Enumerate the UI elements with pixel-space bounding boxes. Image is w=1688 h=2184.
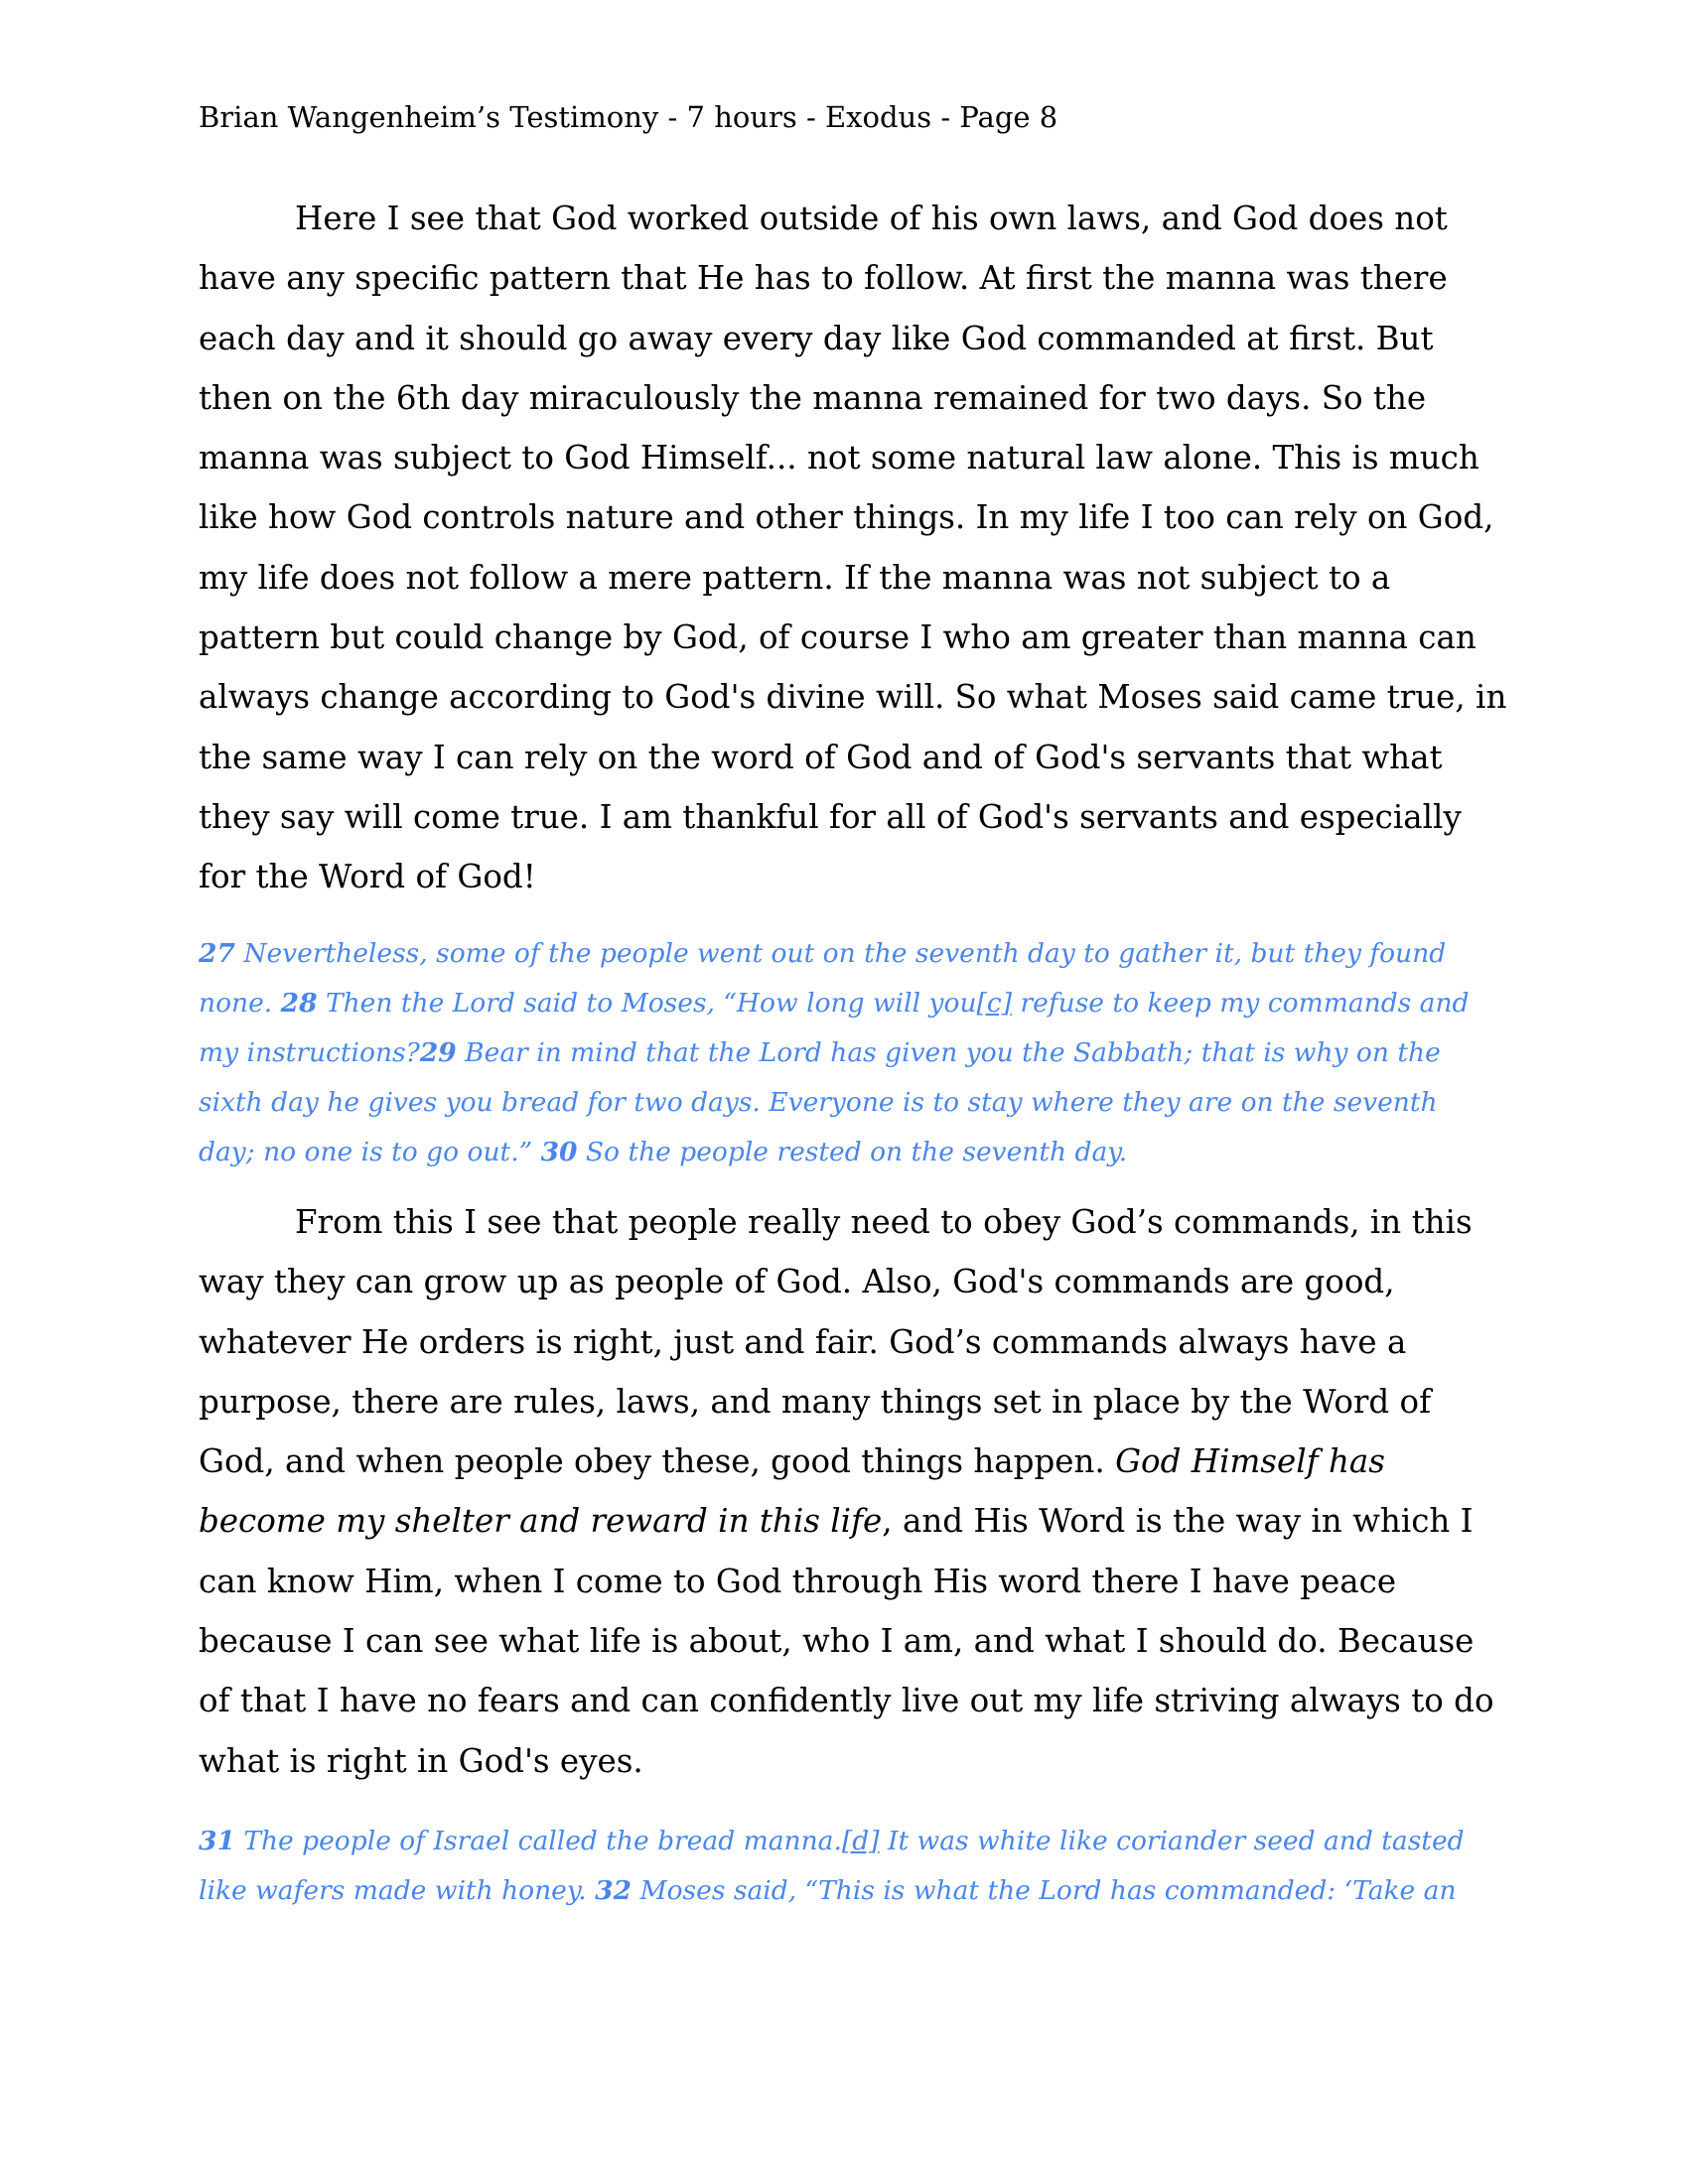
emphasis-text: become my shelter and reward in this life — [199, 1502, 883, 1541]
verse-text: my instructions? — [199, 1037, 420, 1068]
page-header: Brian Wangenheim’s Testimony - 7 hours - Exodus - Page 8 — [199, 100, 1058, 134]
paragraph-line: because I can see what life is about, who I am, and what I should do. Because — [199, 1622, 1475, 1661]
paragraph-line: the same way I can rely on the word of God and of God's servants that what — [199, 738, 1443, 776]
verse-line — [199, 1128, 1509, 1177]
paragraph-line: they say will come true. I am thankful for all of God's servants and especially — [199, 797, 1462, 836]
verse-text: Then the Lord said to Moses, “How long will you — [317, 988, 977, 1019]
footnote-link[interactable]: [c] — [976, 988, 1013, 1019]
verse-text: Moses said, “This is what the Lord has commanded: ‘Take an — [632, 1875, 1457, 1906]
verse-text: like wafers made with honey. — [199, 1875, 596, 1906]
paragraph-line: my life does not follow a mere pattern. If the manna was not subject to a — [199, 558, 1391, 597]
paragraph-line: can know Him, when I come to God through His word there I have peace — [199, 1562, 1397, 1600]
footnote-link[interactable]: [d] — [841, 1826, 880, 1856]
emphasis-text: God Himself has — [1115, 1442, 1385, 1481]
paragraph-text: God, and when people obey these, good things happen. — [199, 1442, 1116, 1481]
verse-line — [199, 1028, 1509, 1078]
verse-line — [199, 1866, 1509, 1916]
paragraph-line: each day and it should go away every day like God commanded at first. But — [199, 319, 1434, 357]
verse-line — [199, 1817, 1509, 1866]
paragraph-line: always change according to God's divine will. So what Moses said came true, in — [199, 678, 1507, 717]
verse-number: 27 — [199, 938, 235, 969]
paragraph-line: of that I have no fears and can confidently live out my life striving always to do — [199, 1682, 1494, 1720]
verse-text: day; no one is to go out.” — [199, 1137, 541, 1167]
verse-line — [199, 979, 1509, 1028]
verse-text: It was white like coriander seed and tasted — [879, 1826, 1465, 1856]
paragraph-line: like how God controls nature and other things. In my life I too can rely on God, — [199, 498, 1494, 537]
paragraph-line: purpose, there are rules, laws, and many things set in place by the Word of — [199, 1382, 1432, 1421]
paragraph-line: whatever He orders is right, just and fair. God’s commands always have a — [199, 1322, 1407, 1361]
verse-text: Nevertheless, some of the people went out on the seventh day to gather it, but they found — [234, 938, 1447, 969]
verse-number: 28 — [280, 988, 318, 1019]
verse-text: refuse to keep my commands and — [1012, 988, 1470, 1019]
verse-number: 30 — [540, 1137, 578, 1167]
verse-number: 32 — [595, 1875, 633, 1906]
verse-text: The people of Israel called the bread manna. — [234, 1826, 842, 1856]
verse-line — [199, 929, 1509, 979]
testimony-paragraph-2 — [199, 1192, 1509, 1791]
paragraph-line: what is right in God's eyes. — [199, 1741, 643, 1780]
verse-number: 29 — [419, 1037, 457, 1068]
paragraph-line: pattern but could change by God, of course I who am greater than manna can — [199, 618, 1477, 657]
paragraph-line: manna was subject to God Himself... not some natural law alone. This is much — [199, 439, 1479, 478]
verse-text: So the people rested on the seventh day. — [577, 1137, 1128, 1167]
paragraph-line: then on the 6th day miraculously the manna remained for two days. So the — [199, 378, 1427, 417]
verse-text: none. — [199, 988, 281, 1019]
paragraph-line: way they can grow up as people of God. Also, God's commands are good, — [199, 1263, 1395, 1301]
paragraph-line: have any specific pattern that He has to follow. At first the manna was there — [199, 259, 1448, 298]
scripture-quote-2 — [199, 1817, 1509, 1916]
paragraph-line: Here I see that God worked outside of his own laws, and God does not — [295, 200, 1448, 237]
scripture-quote-1 — [199, 929, 1509, 1177]
paragraph-text: , and His Word is the way in which I — [882, 1502, 1474, 1541]
verse-number: 31 — [199, 1826, 235, 1856]
paragraph-line: From this I see that people really need to obey God’s commands, in this — [295, 1203, 1473, 1241]
verse-text: Bear in mind that the Lord has given you the Sabbath; that is why on the — [456, 1037, 1441, 1068]
testimony-paragraph-1 — [199, 189, 1509, 907]
paragraph-line: for the Word of God! — [199, 858, 536, 896]
verse-line: sixth day he gives you bread for two days. Everyone is to stay where they are on the seventh — [199, 1087, 1438, 1118]
paragraph-line — [199, 1432, 1509, 1491]
paragraph-line — [199, 1491, 1509, 1551]
